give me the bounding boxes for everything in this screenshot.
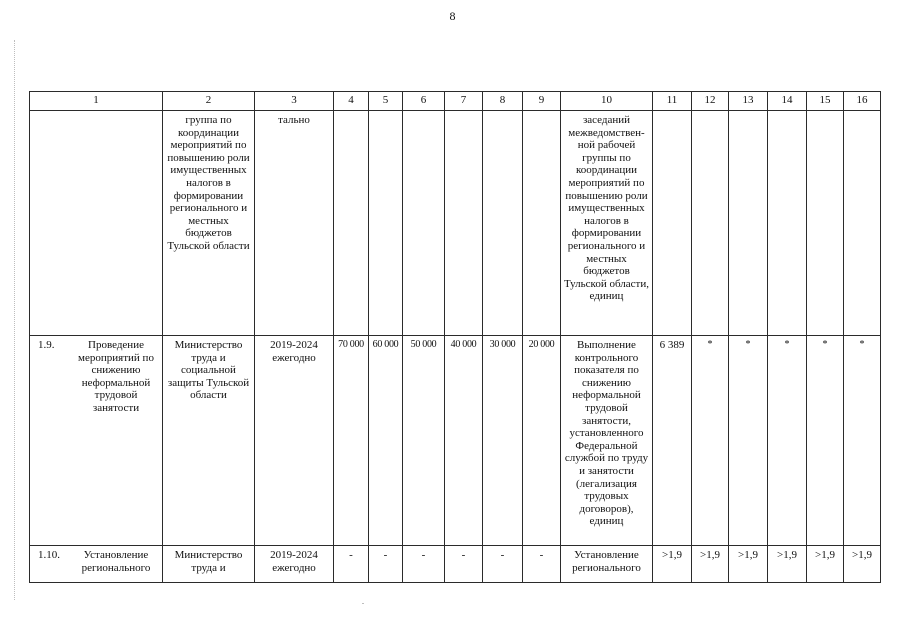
row-number-cell (30, 111, 163, 336)
indicator-value-cell: >1,9 (653, 546, 692, 583)
row-number: 1.10. (38, 549, 60, 561)
value-cell (403, 111, 445, 336)
indicator-value-cell (729, 111, 768, 336)
value-cell (483, 111, 523, 336)
header-cell: 11 (653, 92, 692, 111)
value-cell: 30 000 (483, 336, 523, 546)
table-row (30, 546, 881, 583)
value-cell (523, 111, 561, 336)
scan-mark: . (362, 597, 364, 606)
value-cell (334, 111, 369, 336)
value-cell: 70 000 (334, 336, 369, 546)
row-number: 1.9. (38, 339, 55, 351)
header-cell: 12 (692, 92, 729, 111)
table-header-row (30, 92, 881, 111)
indicator-value-cell: >1,9 (729, 546, 768, 583)
row-number-cell (30, 336, 163, 546)
page-number: 8 (449, 9, 456, 23)
value-cell: - (334, 546, 369, 583)
header-cell: 7 (445, 92, 483, 111)
indicator-value-cell (653, 111, 692, 336)
value-cell: 40 000 (445, 336, 483, 546)
value-cell (445, 111, 483, 336)
indicator-value-cell: * (807, 336, 844, 546)
indicator-value-cell: * (768, 336, 807, 546)
value-cell: - (483, 546, 523, 583)
indicator-value-cell: >1,9 (692, 546, 729, 583)
header-cell: 2 (163, 92, 255, 111)
scan-margin-dots (14, 40, 17, 600)
value-cell: 20 000 (523, 336, 561, 546)
indicator-value-cell (807, 111, 844, 336)
indicator-value-cell (768, 111, 807, 336)
period-cell: 2019-2024 ежегодно (255, 546, 334, 583)
executor-cell: Министерство труда и социальной защиты Тульской области (163, 336, 255, 546)
header-cell: 3 (255, 92, 334, 111)
value-cell: - (403, 546, 445, 583)
activity-name: Проведение мероприятий по снижению неформальной трудовой занятости (78, 339, 154, 414)
indicator-value-cell: >1,9 (768, 546, 807, 583)
value-cell (369, 111, 403, 336)
header-cell: 1 (30, 92, 163, 111)
indicator-cell: Установление регионального (561, 546, 653, 583)
value-cell: 60 000 (369, 336, 403, 546)
period-cell: 2019-2024 ежегодно (255, 336, 334, 546)
header-cell: 6 (403, 92, 445, 111)
header-cell: 14 (768, 92, 807, 111)
header-cell: 13 (729, 92, 768, 111)
indicator-value-cell: >1,9 (807, 546, 844, 583)
executor-cell: Министерство труда и (163, 546, 255, 583)
indicator-value-cell: * (844, 336, 881, 546)
header-cell: 8 (483, 92, 523, 111)
header-cell: 9 (523, 92, 561, 111)
header-cell: 16 (844, 92, 881, 111)
value-cell: 50 000 (403, 336, 445, 546)
value-cell: - (523, 546, 561, 583)
row-number-cell (30, 546, 163, 583)
indicator-value-cell: >1,9 (844, 546, 881, 583)
header-cell: 15 (807, 92, 844, 111)
indicator-value-cell: * (692, 336, 729, 546)
indicator-value-cell (844, 111, 881, 336)
header-cell: 5 (369, 92, 403, 111)
table-row (30, 111, 881, 336)
indicator-value-cell: 6 389 (653, 336, 692, 546)
header-cell: 10 (561, 92, 653, 111)
activity-name: Установление регионального (81, 549, 151, 574)
value-cell: - (445, 546, 483, 583)
indicator-value-cell (692, 111, 729, 336)
data-table (29, 91, 881, 583)
value-cell: - (369, 546, 403, 583)
header-cell: 4 (334, 92, 369, 111)
executor-cell: группа по координации мероприятий по повышению роли имущественных налогов в формировании регионального и местных бюджетов Тульской области (163, 111, 255, 336)
indicator-cell: заседаний межведомствен-ной рабочей группы по координации мероприятий по повышению роли имущественных налогов в формировании регионального и местных бюджетов Тульской области, единиц (561, 111, 653, 336)
indicator-value-cell: * (729, 336, 768, 546)
indicator-cell: Выполнение контрольного показателя по снижению неформальной трудовой занятости, установленного Федеральной службой по труду и занятости (легализация трудовых договоров), единиц (561, 336, 653, 546)
period-cell: тально (255, 111, 334, 336)
table-row (30, 336, 881, 546)
